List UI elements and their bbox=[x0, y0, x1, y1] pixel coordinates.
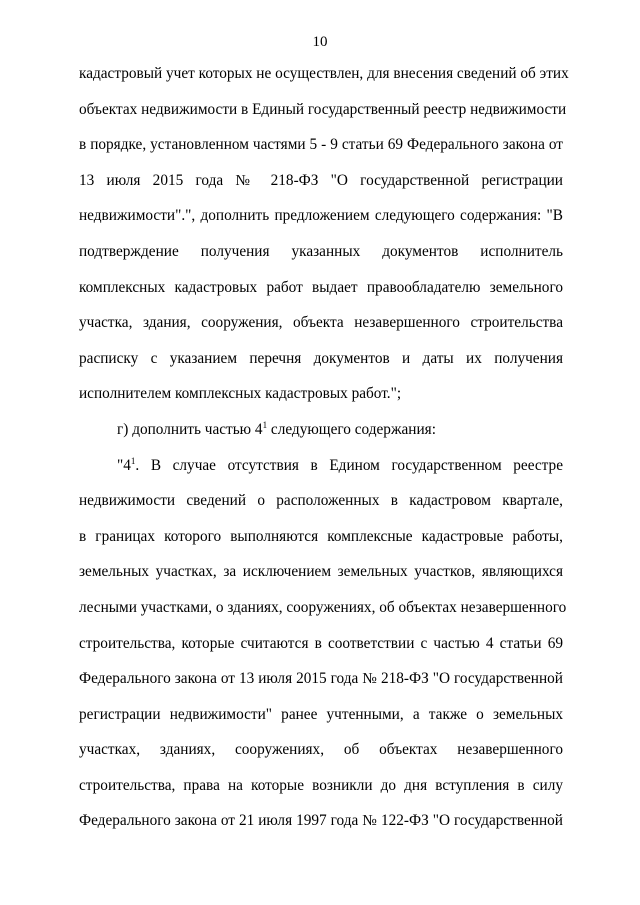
text-segment: следующего содержания: bbox=[267, 420, 436, 438]
paragraph-start bbox=[79, 448, 563, 484]
superscript: 1 bbox=[262, 419, 268, 430]
document-body bbox=[79, 56, 569, 839]
text-line: Федерального закона от 13 июля 2015 года № 218-ФЗ "О государственной bbox=[79, 670, 563, 688]
text-line: исполнителем комплексных кадастровых работ."; bbox=[79, 385, 402, 403]
text-line: подтверждение получения указанных документов исполнитель bbox=[79, 242, 563, 260]
text-segment: г) дополнить частью 4 bbox=[117, 420, 263, 438]
text-line: недвижимости".", дополнить предложением следующего содержания: "В bbox=[79, 207, 563, 225]
text-line: участках, зданиях, сооружениях, об объектах незавершенного bbox=[79, 741, 563, 759]
text-segment: "4 bbox=[117, 456, 131, 474]
page-number: 10 bbox=[312, 34, 328, 50]
text-segment: . В случае отсутствия в Едином государственном реестре bbox=[135, 456, 563, 474]
subparagraph-g-heading bbox=[79, 412, 563, 448]
text-line: строительства, права на которые возникли до дня вступления в силу bbox=[79, 776, 563, 794]
text-line: земельных участках, за исключением земельных участков, являющихся bbox=[79, 563, 563, 581]
text-line: лесными участками, о зданиях, сооружениях, об объектах незавершенного bbox=[79, 598, 567, 616]
text-line: в порядке, установленном частями 5 - 9 статьи 69 Федерального закона от bbox=[79, 136, 563, 154]
text-line: строительства, которые считаются в соответствии с частью 4 статьи 69 bbox=[79, 634, 563, 652]
text-line: в границах которого выполняются комплексные кадастровые работы, bbox=[79, 527, 563, 545]
text-line: объектах недвижимости в Единый государственный реестр недвижимости bbox=[79, 100, 567, 118]
text-line: расписку с указанием перечня документов и даты их получения bbox=[79, 349, 563, 367]
text-line: Федерального закона от 21 июля 1997 года № 122-ФЗ "О государственной bbox=[79, 812, 563, 830]
text-line: комплексных кадастровых работ выдает правообладателю земельного bbox=[79, 278, 563, 296]
text-line: кадастровый учет которых не осуществлен, для внесения сведений об этих bbox=[79, 65, 569, 82]
text-line: участка, здания, сооружения, объекта незавершенного строительства bbox=[79, 314, 563, 332]
text-line: 13 июля 2015 года № 218-ФЗ "О государственной регистрации bbox=[79, 171, 563, 189]
text-line: регистрации недвижимости" ранее учтенными, а также о земельных bbox=[79, 705, 563, 723]
text-line: недвижимости сведений о расположенных в кадастровом квартале, bbox=[79, 492, 563, 510]
superscript: 1 bbox=[130, 455, 136, 466]
